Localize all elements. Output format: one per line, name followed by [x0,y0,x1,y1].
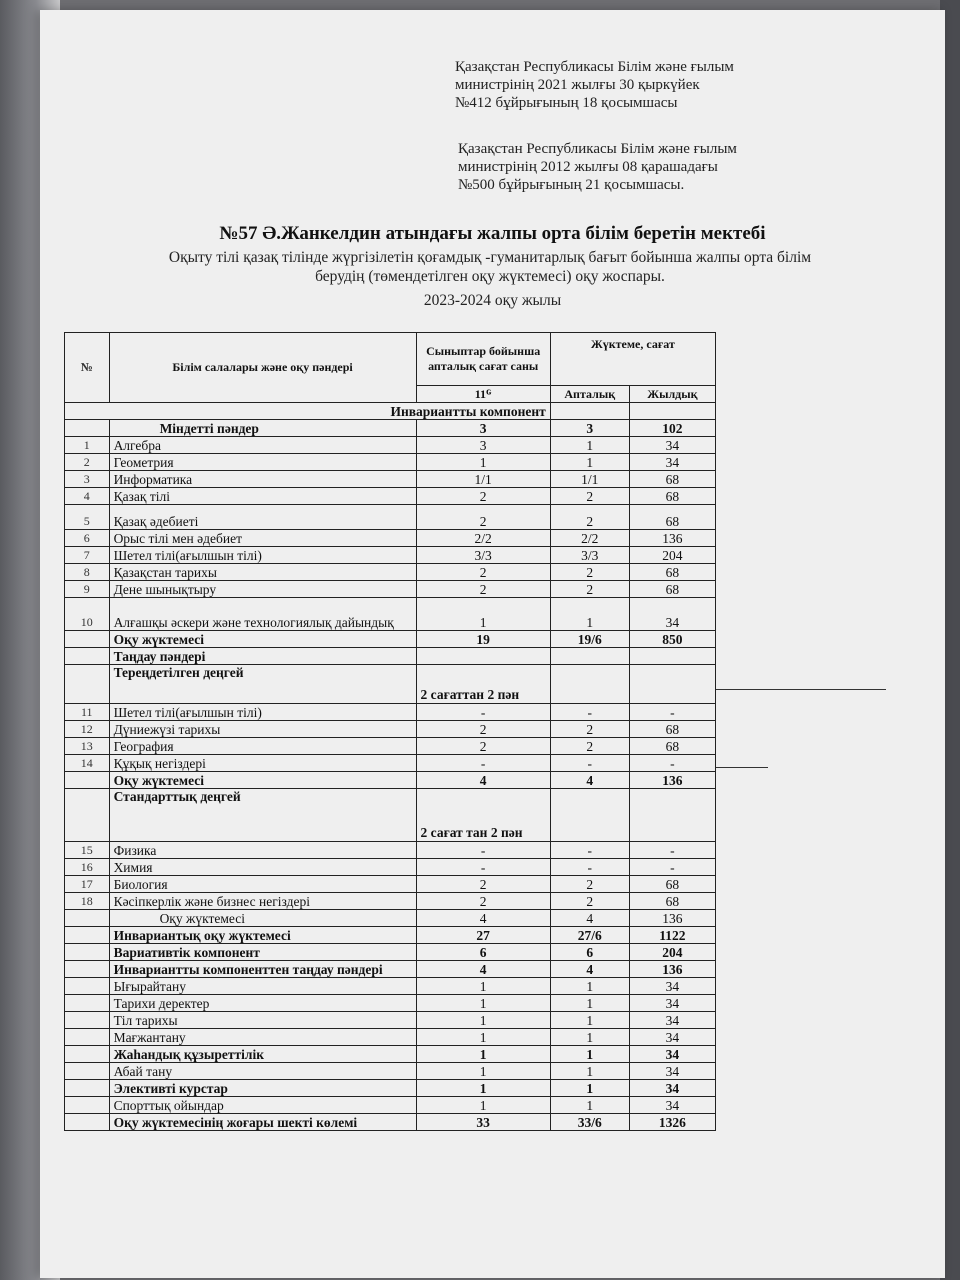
cell-weekly: - [550,842,629,859]
table-row [65,1097,716,1114]
cell-subject: Қазақ тілі [109,488,416,505]
cell-weekly: 4 [550,772,629,789]
cell-weekly: 1 [550,598,629,631]
cell-number [65,978,110,995]
cell-weekly: 1 [550,1080,629,1097]
cell-yearly: 68 [629,738,715,755]
cell-subject: Геометрия [109,454,416,471]
cell-number: 12 [65,721,110,738]
cell-number: 9 [65,581,110,598]
order-reference-2-line-2: министрінің 2012 жылғы 08 қарашадағы [458,159,718,175]
cell-yearly: 34 [629,1046,715,1063]
cell-class-hours: - [416,704,550,721]
cell-class-hours: 1 [416,1080,550,1097]
curriculum-table [64,332,716,1131]
col-header-yearly: Жылдық [629,386,715,403]
cell-weekly: 1 [550,995,629,1012]
cell-subject: Дүниежүзі тарихы [109,721,416,738]
cell-subject: Химия [109,859,416,876]
cell-subject: Стандарттық деңгей [109,789,416,842]
cell-subject: Қазақ әдебиеті [109,505,416,530]
cell-class-hours: 1/1 [416,471,550,488]
cell-class-hours: 3/3 [416,547,550,564]
cell-class-hours: 1 [416,1029,550,1046]
cell-number: 4 [65,488,110,505]
table-row [65,755,716,772]
cell-class-hours: 4 [416,910,550,927]
cell-yearly: 136 [629,530,715,547]
cell-class-hours: 1 [416,1063,550,1080]
table-row [65,961,716,978]
cell-subject: Спорттық ойындар [109,1097,416,1114]
cell-yearly: 68 [629,488,715,505]
document-page [40,10,945,1278]
cell-yearly: 34 [629,1012,715,1029]
cell-class-hours: 6 [416,944,550,961]
cell-class-hours: 1 [416,454,550,471]
section-heading: Инвариантты компонент [65,403,551,420]
cell-number: 13 [65,738,110,755]
table-row [65,910,716,927]
cell-subject: Оқу жүктемесі [109,631,416,648]
cell-yearly: 68 [629,581,715,598]
table-row [65,547,716,564]
cell-yearly [629,648,715,665]
cell-yearly: 68 [629,564,715,581]
cell-weekly: 2 [550,581,629,598]
cell-weekly: 1 [550,1012,629,1029]
table-row [65,738,716,755]
cell-class-hours: 2 [416,876,550,893]
cell-class-hours: 2 [416,581,550,598]
cell-weekly: 33/6 [550,1114,629,1131]
cell-class-hours: 19 [416,631,550,648]
cell-weekly: 3/3 [550,547,629,564]
cell-yearly: 136 [629,961,715,978]
table-row [65,403,716,420]
cell-class-hours: 2 сағаттан 2 пән [416,665,550,704]
cell-empty [550,403,629,420]
cell-subject: Биология [109,876,416,893]
cell-number [65,1012,110,1029]
cell-yearly: - [629,755,715,772]
cell-class-hours: 2 [416,505,550,530]
cell-weekly: 1 [550,1046,629,1063]
table-row [65,631,716,648]
cell-yearly: 136 [629,772,715,789]
cell-empty [629,403,715,420]
cell-subject: Инвариантық оқу жүктемесі [109,927,416,944]
table-row [65,420,716,437]
cell-subject: Кәсіпкерлік және бизнес негіздері [109,893,416,910]
cell-weekly: 1 [550,1063,629,1080]
col-header-number: № [65,333,110,403]
cell-weekly: 6 [550,944,629,961]
cell-weekly [550,648,629,665]
cell-class-hours [416,648,550,665]
cell-number [65,1080,110,1097]
cell-number [65,631,110,648]
cell-yearly [629,665,715,704]
table-row [65,789,716,842]
cell-number [65,961,110,978]
table-row [65,1080,716,1097]
cell-subject: Шетел тілі(ағылшын тілі) [109,547,416,564]
cell-subject: Оқу жүктемесі [109,772,416,789]
order-reference-1 [455,58,734,112]
cell-weekly: 1 [550,978,629,995]
school-title: №57 Ә.Жанкелдин атындағы жалпы орта білім беретін мектебі [219,223,766,244]
cell-class-hours: 4 [416,961,550,978]
cell-yearly: 102 [629,420,715,437]
cell-class-hours: 2 [416,564,550,581]
cell-number: 2 [65,454,110,471]
cell-number: 14 [65,755,110,772]
cell-subject: Тіл тарихы [109,1012,416,1029]
cell-class-hours: - [416,859,550,876]
cell-class-hours: - [416,755,550,772]
cell-subject: Тереңдетілген деңгей [109,665,416,704]
cell-class-hours: 33 [416,1114,550,1131]
cell-weekly: 2 [550,721,629,738]
order-reference-1-line-3: №412 бұйрығының 18 қосымшасы [455,95,678,111]
cell-number [65,772,110,789]
cell-subject: Міндетті пәндер [109,420,416,437]
cell-weekly: 1 [550,437,629,454]
cell-number: 15 [65,842,110,859]
cell-number [65,927,110,944]
cell-class-hours: 2/2 [416,530,550,547]
plan-subtitle-line-2: берудің (төмендетілген оқу жүктемесі) оқу жоспары. [315,268,665,285]
cell-weekly: 2 [550,564,629,581]
cell-yearly: 1122 [629,927,715,944]
cell-number: 8 [65,564,110,581]
cell-weekly: 1 [550,1097,629,1114]
cell-yearly: 136 [629,910,715,927]
cell-yearly: 34 [629,1029,715,1046]
cell-class-hours: 2 [416,893,550,910]
table-row [65,944,716,961]
cell-weekly: 19/6 [550,631,629,648]
cell-subject: Ығырайтану [109,978,416,995]
cell-subject: Вариативтік компонент [109,944,416,961]
cell-yearly: 68 [629,471,715,488]
table-row [65,471,716,488]
plan-subtitle-line-1: Оқыту тілі қазақ тілінде жүргізілетін қоғамдық -гуманитарлық бағыт бойынша жалпы орта білім [168,249,812,266]
table-row [65,454,716,471]
cell-weekly: 2 [550,876,629,893]
cell-subject: Дене шынықтыру [109,581,416,598]
academic-year: 2023-2024 оқу жылы [423,292,562,309]
cell-number [65,1097,110,1114]
table-row [65,842,716,859]
table-row [65,704,716,721]
cell-yearly: 1326 [629,1114,715,1131]
cell-weekly: - [550,704,629,721]
cell-weekly [550,665,629,704]
cell-subject: Алгебра [109,437,416,454]
cell-weekly: 4 [550,961,629,978]
stray-rule-2 [716,767,768,768]
cell-weekly: 4 [550,910,629,927]
cell-number: 11 [65,704,110,721]
table-row [65,581,716,598]
table-row [65,530,716,547]
cell-subject: Құқық негіздері [109,755,416,772]
cell-number: 18 [65,893,110,910]
order-reference-2 [458,140,737,194]
order-reference-2-line-3: №500 бұйрығының 21 қосымшасы. [458,177,685,193]
cell-class-hours: 3 [416,437,550,454]
cell-number [65,665,110,704]
cell-yearly: 34 [629,437,715,454]
cell-number: 17 [65,876,110,893]
table-row [65,505,716,530]
table-row [65,859,716,876]
cell-number: 16 [65,859,110,876]
cell-number: 6 [65,530,110,547]
cell-number: 5 [65,505,110,530]
cell-yearly: 34 [629,454,715,471]
cell-yearly [629,789,715,842]
cell-weekly [550,789,629,842]
cell-number [65,1114,110,1131]
cell-yearly: 34 [629,1080,715,1097]
cell-class-hours: 1 [416,1097,550,1114]
col-header-classes: Сыныптар бойынша апталық сағат саны [416,333,550,386]
table-row [65,1012,716,1029]
cell-class-hours: 1 [416,1012,550,1029]
cell-class-hours: 1 [416,1046,550,1063]
cell-number [65,910,110,927]
cell-subject: Абай тану [109,1063,416,1080]
table-row [65,488,716,505]
table-row [65,648,716,665]
cell-number: 1 [65,437,110,454]
cell-weekly: 1 [550,454,629,471]
order-reference-1-line-2: министрінің 2021 жылғы 30 қыркүйек [455,77,700,93]
cell-weekly: 2 [550,893,629,910]
cell-class-hours: 1 [416,978,550,995]
cell-yearly: 34 [629,1097,715,1114]
cell-number [65,648,110,665]
cell-class-hours: 3 [416,420,550,437]
table-row [65,772,716,789]
cell-subject: Информатика [109,471,416,488]
cell-weekly: 27/6 [550,927,629,944]
cell-number [65,1029,110,1046]
table-row [65,665,716,704]
cell-yearly: 68 [629,876,715,893]
col-header-subjects: Білім салалары және оқу пәндері [109,333,416,403]
cell-number: 3 [65,471,110,488]
cell-subject: Инвариантты компоненттен таңдау пәндері [109,961,416,978]
table-row [65,876,716,893]
cell-subject: Оқу жүктемесінің жоғары шекті көлемі [109,1114,416,1131]
table-row [65,1114,716,1131]
cell-class-hours: 2 сағат тан 2 пән [416,789,550,842]
cell-weekly: 1 [550,1029,629,1046]
cell-subject: Қазақстан тарихы [109,564,416,581]
cell-number [65,789,110,842]
cell-number [65,1046,110,1063]
cell-subject: Алғашқы әскери және технологиялық дайындық [109,598,416,631]
curriculum-table-body [65,403,716,1131]
cell-yearly: 850 [629,631,715,648]
cell-number: 10 [65,598,110,631]
cell-weekly: 2 [550,738,629,755]
cell-class-hours: 1 [416,598,550,631]
cell-number [65,420,110,437]
cell-class-hours: 2 [416,488,550,505]
cell-subject: Таңдау пәндері [109,648,416,665]
table-row [65,978,716,995]
col-header-class-11: 11ᴳ [416,386,550,403]
cell-class-hours: 1 [416,995,550,1012]
table-row [65,1063,716,1080]
cell-class-hours: 4 [416,772,550,789]
cell-yearly: 34 [629,598,715,631]
cell-subject: Оқу жүктемесі [109,910,416,927]
table-row [65,437,716,454]
col-header-weekly: Апталық [550,386,629,403]
cell-class-hours: 2 [416,721,550,738]
cell-subject: География [109,738,416,755]
col-header-load: Жүктеме, сағат [550,333,715,386]
cell-yearly: 34 [629,995,715,1012]
cell-yearly: 34 [629,978,715,995]
plan-subtitle [70,248,910,286]
cell-yearly: 34 [629,1063,715,1080]
cell-number: 7 [65,547,110,564]
cell-class-hours: 2 [416,738,550,755]
table-row [65,598,716,631]
order-reference-1-line-1: Қазақстан Республикасы Білім және ғылым [455,59,734,75]
cell-number [65,995,110,1012]
cell-class-hours: 27 [416,927,550,944]
cell-subject: Орыс тілі мен әдебиет [109,530,416,547]
table-row [65,995,716,1012]
cell-subject: Тарихи деректер [109,995,416,1012]
cell-class-hours: - [416,842,550,859]
cell-subject: Шетел тілі(ағылшын тілі) [109,704,416,721]
cell-yearly: 68 [629,721,715,738]
stray-rule-1 [716,689,886,690]
cell-subject: Жаһандық құзыреттілік [109,1046,416,1063]
cell-yearly: 204 [629,547,715,564]
cell-subject: Физика [109,842,416,859]
cell-number [65,1063,110,1080]
cell-subject: Элективті курстар [109,1080,416,1097]
cell-weekly: - [550,859,629,876]
cell-number [65,944,110,961]
cell-weekly: 2 [550,505,629,530]
table-row [65,927,716,944]
table-row [65,1029,716,1046]
cell-yearly: 204 [629,944,715,961]
cell-weekly: - [550,755,629,772]
cell-yearly: - [629,704,715,721]
table-row [65,564,716,581]
table-row [65,721,716,738]
cell-yearly: 68 [629,505,715,530]
cell-weekly: 2 [550,488,629,505]
table-row [65,1046,716,1063]
cell-yearly: - [629,842,715,859]
table-row [65,893,716,910]
cell-weekly: 3 [550,420,629,437]
cell-yearly: - [629,859,715,876]
cell-weekly: 1/1 [550,471,629,488]
cell-yearly: 68 [629,893,715,910]
cell-subject: Мағжантану [109,1029,416,1046]
order-reference-2-line-1: Қазақстан Республикасы Білім және ғылым [458,141,737,157]
cell-weekly: 2/2 [550,530,629,547]
